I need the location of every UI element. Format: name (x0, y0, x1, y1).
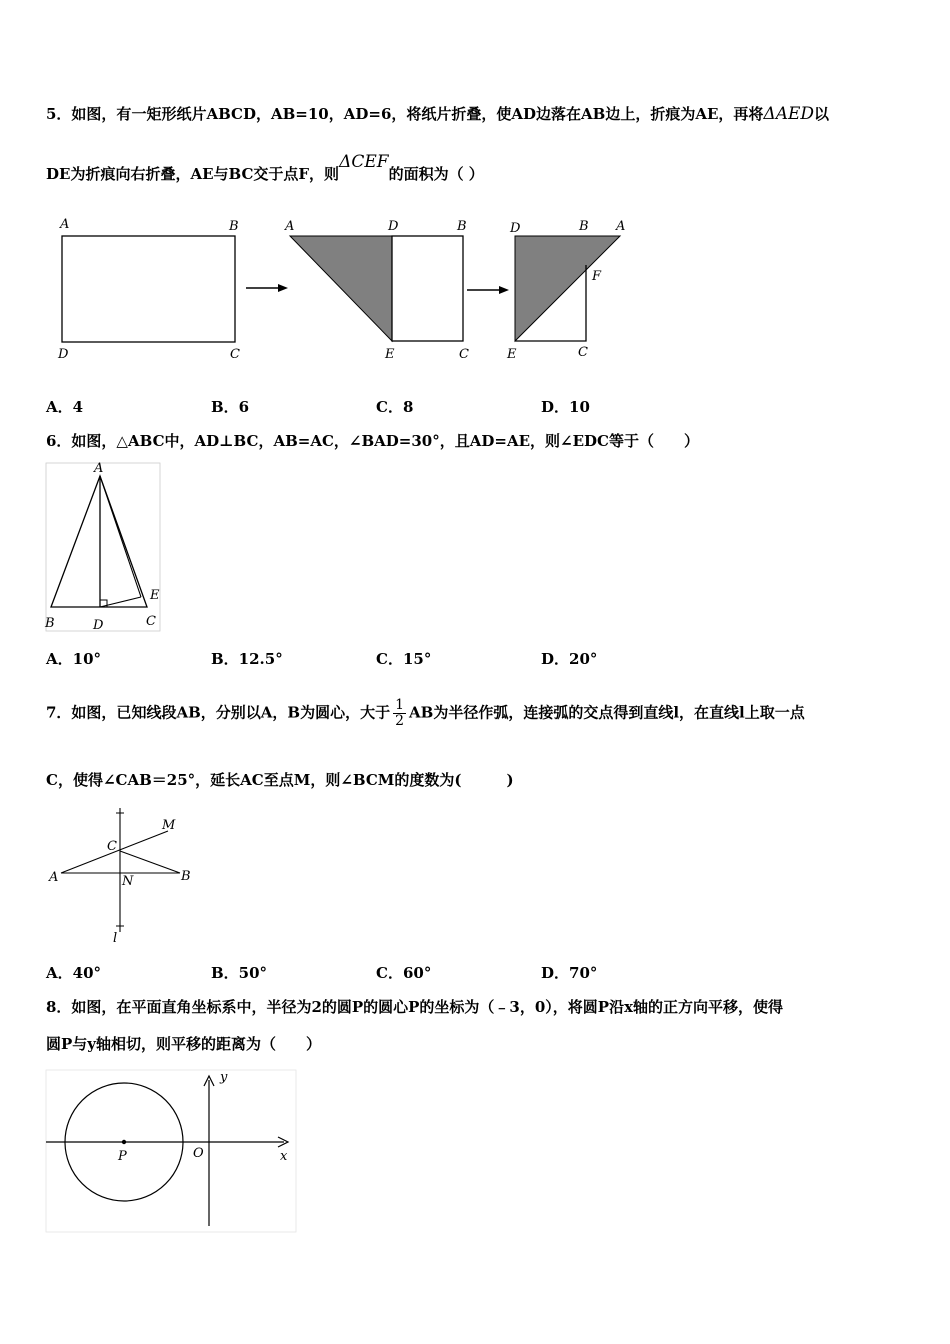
q5-label: D (388, 219, 399, 234)
q8-label: x (280, 1149, 288, 1164)
q7-label: C (107, 839, 117, 854)
q7-option-c[interactable]: C．60° (376, 964, 432, 982)
q6-label: B (45, 616, 55, 631)
q6-label: C (146, 614, 156, 629)
q6-label: E (150, 588, 160, 603)
q7-option-a[interactable]: A．40° (46, 964, 102, 982)
q6-option-a[interactable]: A．10° (46, 650, 102, 668)
q5-label: B (579, 219, 589, 234)
q7-label: B (181, 869, 191, 884)
q6-option-d[interactable]: D．20° (541, 650, 598, 668)
q5-text-d: 的面积为（ ） (388, 165, 484, 183)
q5-math-aed: ΔAED (763, 104, 815, 124)
q5-text-b: 以 (814, 105, 830, 123)
q8-label: O (193, 1146, 204, 1161)
q5-option-b[interactable]: B．6 (211, 398, 250, 416)
q5-label: C (230, 347, 240, 362)
q5-label: A (60, 217, 70, 232)
q7-option-d[interactable]: D．70° (541, 964, 598, 982)
q5-label: B (229, 219, 239, 234)
q7-frac-den: 2 (395, 713, 404, 729)
q8-center-p (122, 1140, 126, 1144)
q5-label: C (459, 347, 469, 362)
q7-label: N (122, 874, 134, 889)
q7-option-b[interactable]: B．50° (211, 964, 268, 982)
q5-label: D (510, 221, 521, 236)
q6-option-b[interactable]: B．12.5° (211, 650, 283, 668)
q8-line1: 8．如图，在平面直角坐标系中，半径为2的圆P的圆心P的坐标为（﹣3，0），将圆P沿x轴的正方向平移，使得 (46, 998, 784, 1016)
q5-text-a: 5．如图，有一矩形纸片ABCD，AB=10，AD=6，将纸片折叠，使AD边落在AB边上，折痕为AE，再将 (46, 105, 764, 123)
q5-option-a[interactable]: A．4 (46, 398, 84, 416)
q8-line2: 圆P与y轴相切，则平移的距离为（ ） (46, 1035, 321, 1053)
q5-label: E (507, 347, 517, 362)
q6-label: A (94, 461, 104, 476)
q8-label: P (118, 1149, 127, 1164)
q7-label: l (113, 931, 118, 946)
q7-frac-num: 1 (395, 697, 404, 713)
q6-label: D (93, 618, 104, 633)
q5-label: E (385, 347, 395, 362)
q5-label: A (616, 219, 626, 234)
q7-label: M (162, 818, 176, 833)
q7-line2: C，使得∠CAB＝25°，延长AC至点M，则∠BCM的度数为( ) (46, 771, 514, 789)
q6-text: 6．如图，△ABC中，AD⊥BC，AB=AC，∠BAD=30°，且AD=AE，则∠EDC等于（ ） (46, 432, 699, 450)
q5-label: B (457, 219, 467, 234)
q5-option-d[interactable]: D．10 (541, 398, 590, 416)
q7-text-a: 7．如图，已知线段AB，分别以A，B为圆心，大于 (46, 703, 391, 722)
q5-option-c[interactable]: C．8 (376, 398, 414, 416)
q5-label: F (592, 269, 602, 284)
q8-label: y (220, 1070, 228, 1085)
q5-text-c: DE为折痕向右折叠，AE与BC交于点F，则 (46, 165, 340, 183)
q5-label: D (58, 347, 69, 362)
q7-label: A (49, 870, 59, 885)
q5-math-cef: ΔCEF (339, 152, 389, 172)
q5-label: C (578, 345, 588, 360)
q6-option-c[interactable]: C．15° (376, 650, 432, 668)
q5-label: A (285, 219, 295, 234)
q7-text-b: AB为半径作弧，连接弧的交点得到直线l，在直线l上取一点 (409, 703, 805, 722)
